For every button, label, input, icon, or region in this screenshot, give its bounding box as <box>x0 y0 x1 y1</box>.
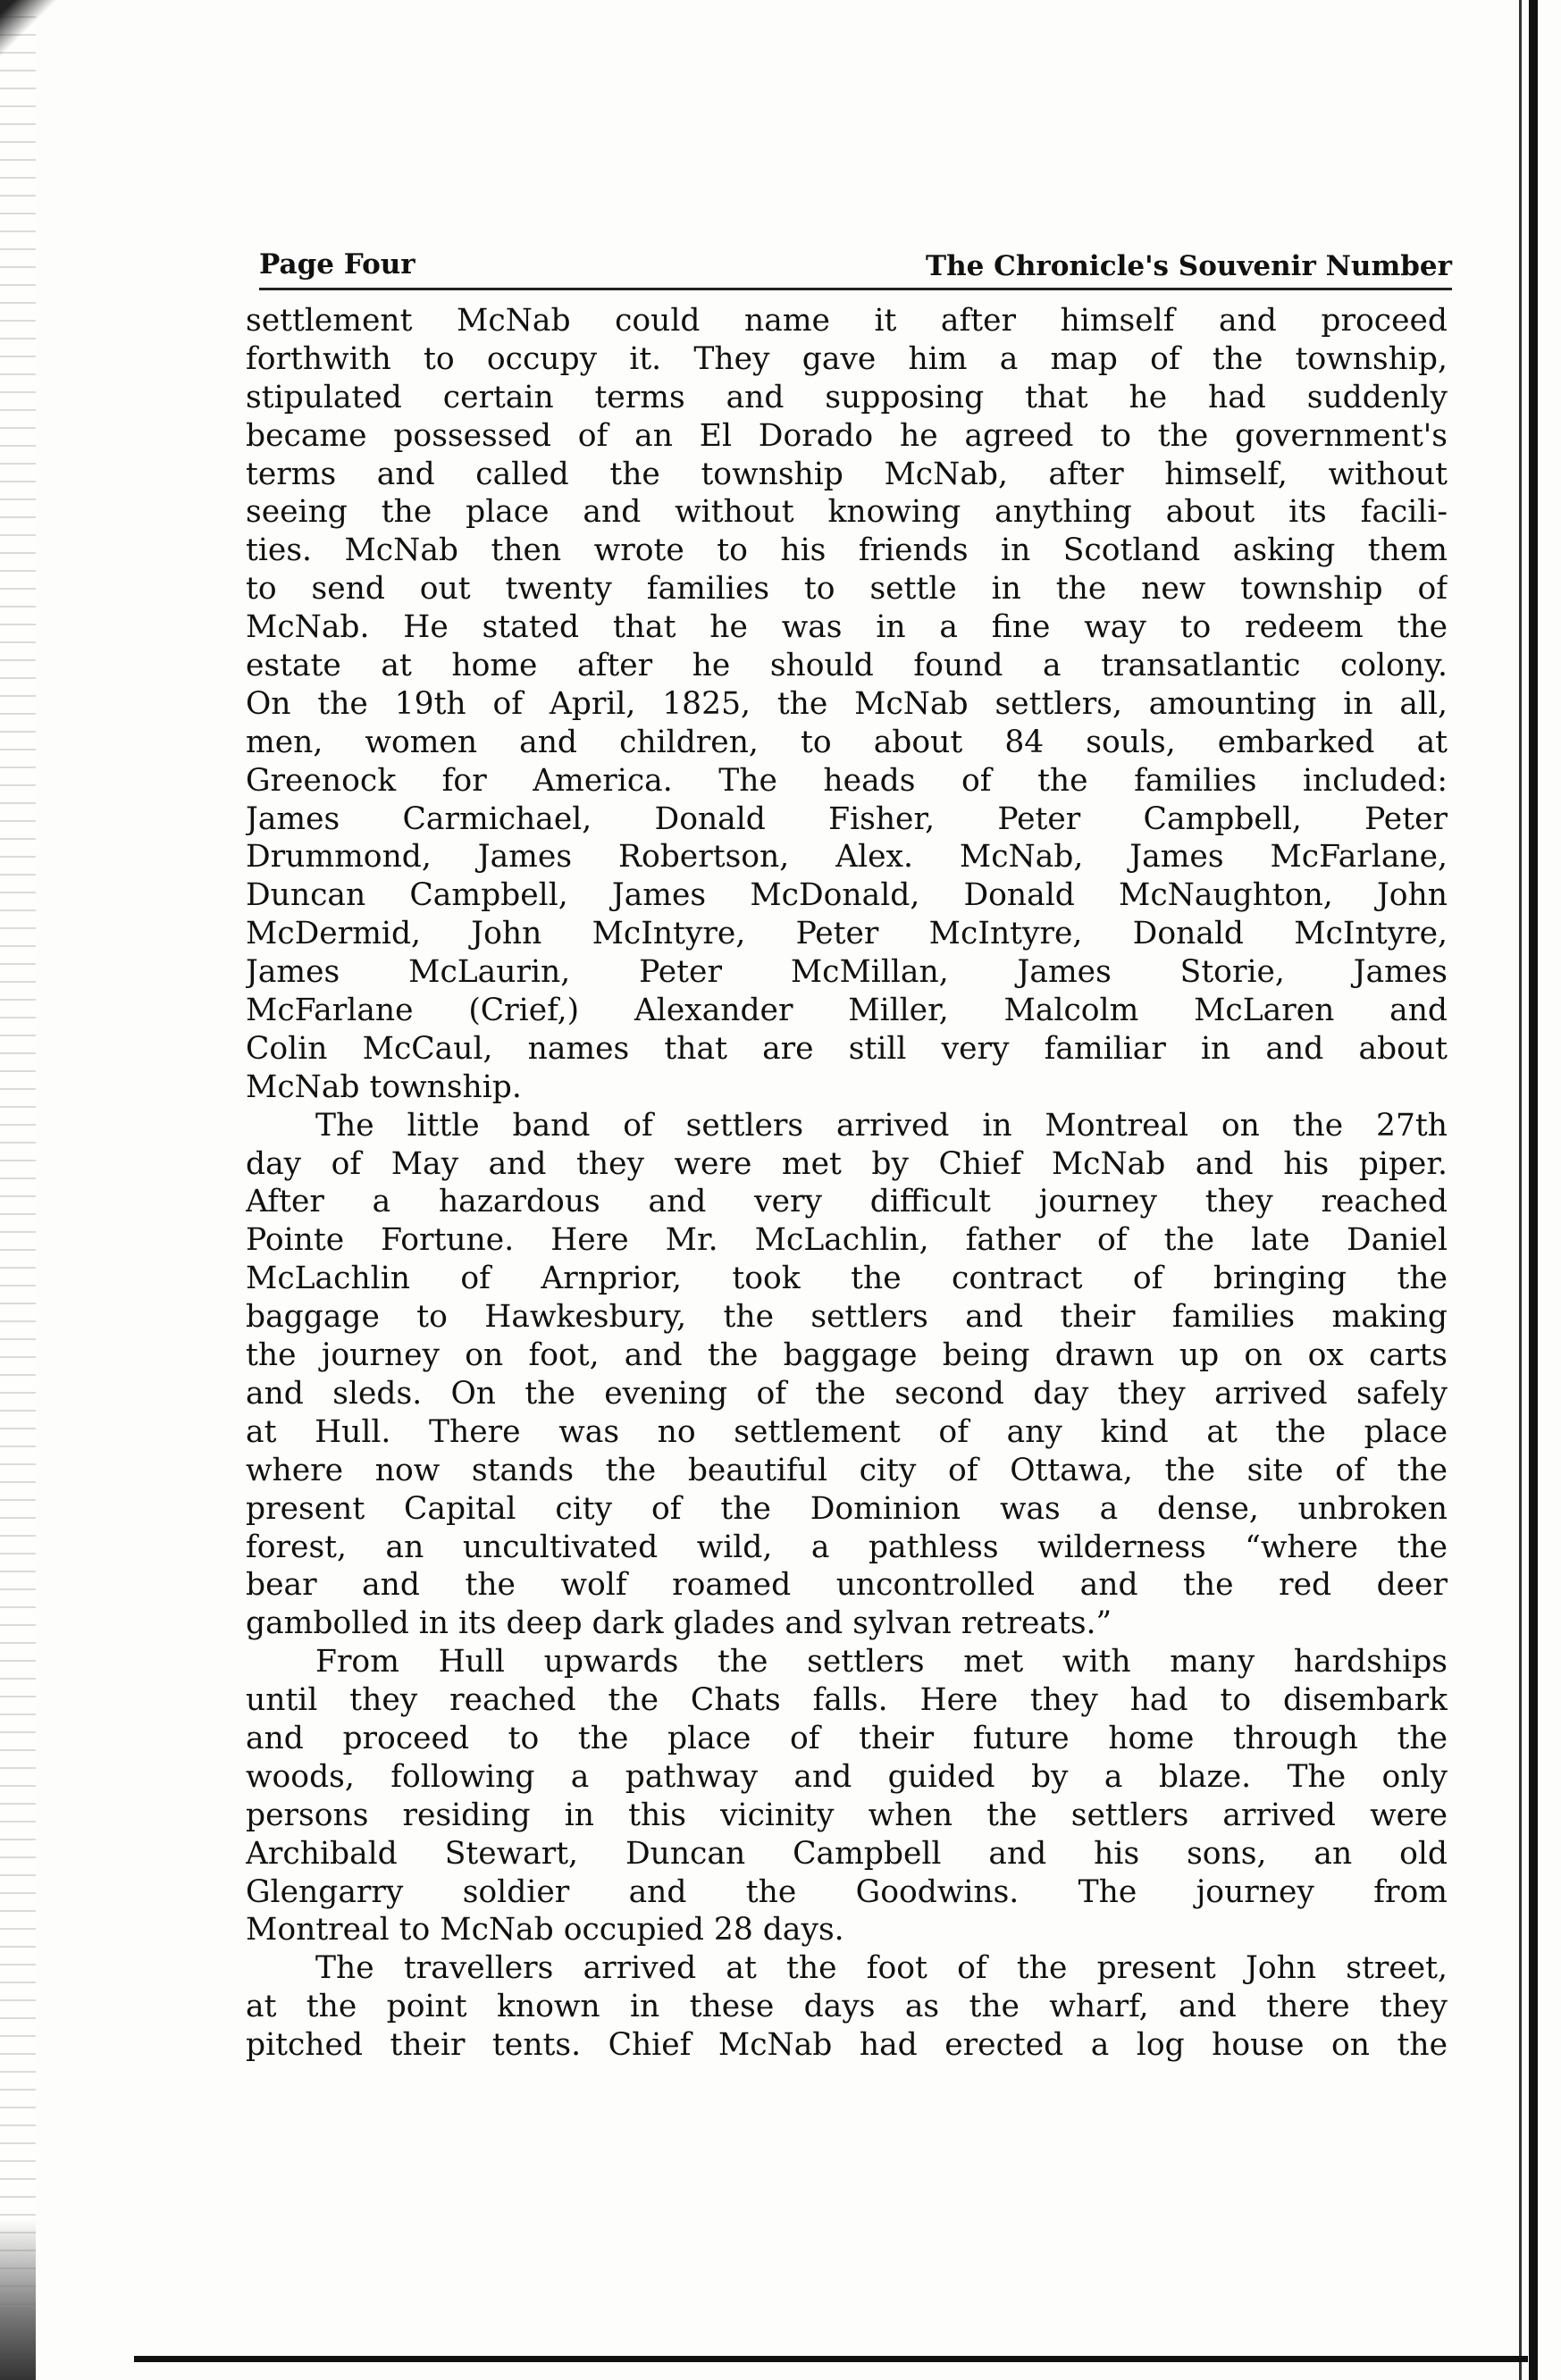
text-line: at the point known in these days as the wharf, and there they <box>246 1989 1448 2025</box>
text-line: McLachlin of Arnprior, took the contract of bringing the <box>246 1261 1448 1297</box>
text-line: From Hull upwards the settlers met with many hardships <box>315 1644 1448 1680</box>
scan-edge-right <box>1529 0 1538 2380</box>
text-line: to send out twenty families to settle in the new township of <box>246 571 1448 608</box>
text-line: On the 19th of April, 1825, the McNab settlers, amounting in all, <box>246 685 1448 722</box>
scan-edge-left <box>0 0 36 2380</box>
text-line: Greenock for America. The heads of the families included: <box>246 762 1448 799</box>
text-line: McNab township. <box>246 1068 522 1105</box>
text-line: settlement McNab could name it after himself and proceed <box>246 303 1448 339</box>
text-line: Montreal to McNab occupied 28 days. <box>246 1912 844 1948</box>
text-line: forthwith to occupy it. They gave him a map of the township, <box>246 340 1448 377</box>
text-line: gambolled in its deep dark glades and sylvan retreats.” <box>246 1605 1112 1642</box>
publication-title: The Chronicle's Souvenir Number <box>926 250 1452 282</box>
text-line: After a hazardous and very difficult journey they reached <box>246 1184 1448 1220</box>
text-line: The travellers arrived at the foot of the present John street, <box>315 1950 1448 1987</box>
scan-edge-bottom <box>134 2356 1528 2362</box>
text-line: ties. McNab then wrote to his friends in Scotland asking them <box>246 532 1448 569</box>
text-line: McFarlane (Crief,) Alexander Miller, Malcolm McLaren and <box>246 993 1448 1029</box>
text-line: and sleds. On the evening of the second day they arrived safely <box>246 1375 1448 1412</box>
text-line: woods, following a pathway and guided by a blaze. The only <box>246 1758 1448 1795</box>
text-line: and proceed to the place of their future home through the <box>246 1720 1448 1756</box>
text-line: day of May and they were met by Chief McNab and his piper. <box>246 1145 1448 1182</box>
header-rule <box>259 288 1452 290</box>
text-line: Archibald Stewart, Duncan Campbell and his sons, an old <box>246 1835 1448 1872</box>
text-line: Pointe Fortune. Here Mr. McLachlin, father of the late Daniel <box>246 1222 1448 1259</box>
text-line: the journey on foot, and the baggage being drawn up on ox carts <box>246 1337 1448 1374</box>
text-line: Duncan Campbell, James McDonald, Donald McNaughton, John <box>246 877 1448 914</box>
scan-corner-bottom-left <box>0 2219 36 2380</box>
text-line: stipulated certain terms and supposing that he had suddenly <box>246 379 1448 415</box>
text-line: estate at home after he should found a transatlantic colony. <box>246 648 1448 684</box>
text-line: McNab. He stated that he was in a fine way to redeem the <box>246 609 1448 646</box>
text-line: became possessed of an El Dorado he agreed to the government's <box>246 417 1448 454</box>
text-line: terms and called the township McNab, after himself, without <box>246 456 1448 492</box>
text-line: Glengarry soldier and the Goodwins. The journey from <box>246 1873 1448 1910</box>
scan-edge-right-thin <box>1519 0 1522 2380</box>
text-line: Drummond, James Robertson, Alex. McNab, James McFarlane, <box>246 839 1448 876</box>
text-line: forest, an uncultivated wild, a pathless wilderness “where the <box>246 1529 1448 1565</box>
text-line: The little band of settlers arrived in Montreal on the 27th <box>315 1107 1448 1144</box>
text-line: James McLaurin, Peter McMillan, James Storie, James <box>246 954 1448 991</box>
text-line: men, women and children, to about 84 souls, embarked at <box>246 724 1448 760</box>
text-line: where now stands the beautiful city of Ottawa, the site of the <box>246 1452 1448 1488</box>
page-number-label: Page Four <box>259 248 415 281</box>
article-body <box>246 302 1448 2065</box>
text-line: James Carmichael, Donald Fisher, Peter Campbell, Peter <box>246 800 1448 837</box>
text-line: seeing the place and without knowing anything about its facili- <box>246 494 1448 531</box>
text-line: until they reached the Chats falls. Here they had to disembark <box>246 1682 1448 1719</box>
page-header <box>259 243 1452 288</box>
text-line: McDermid, John McIntyre, Peter McIntyre, Donald McIntyre, <box>246 916 1448 952</box>
text-line: baggage to Hawkesbury, the settlers and their families making <box>246 1299 1448 1336</box>
text-line: at Hull. There was no settlement of any kind at the place <box>246 1413 1448 1450</box>
text-line: pitched their tents. Chief McNab had erected a log house on the <box>246 2027 1448 2064</box>
scan-corner-top-left <box>0 0 71 71</box>
text-line: persons residing in this vicinity when the settlers arrived were <box>246 1797 1448 1833</box>
text-line: bear and the wolf roamed uncontrolled and the red deer <box>246 1567 1448 1604</box>
text-line: Colin McCaul, names that are still very familiar in and about <box>246 1030 1448 1067</box>
text-line: present Capital city of the Dominion was a dense, unbroken <box>246 1490 1448 1527</box>
